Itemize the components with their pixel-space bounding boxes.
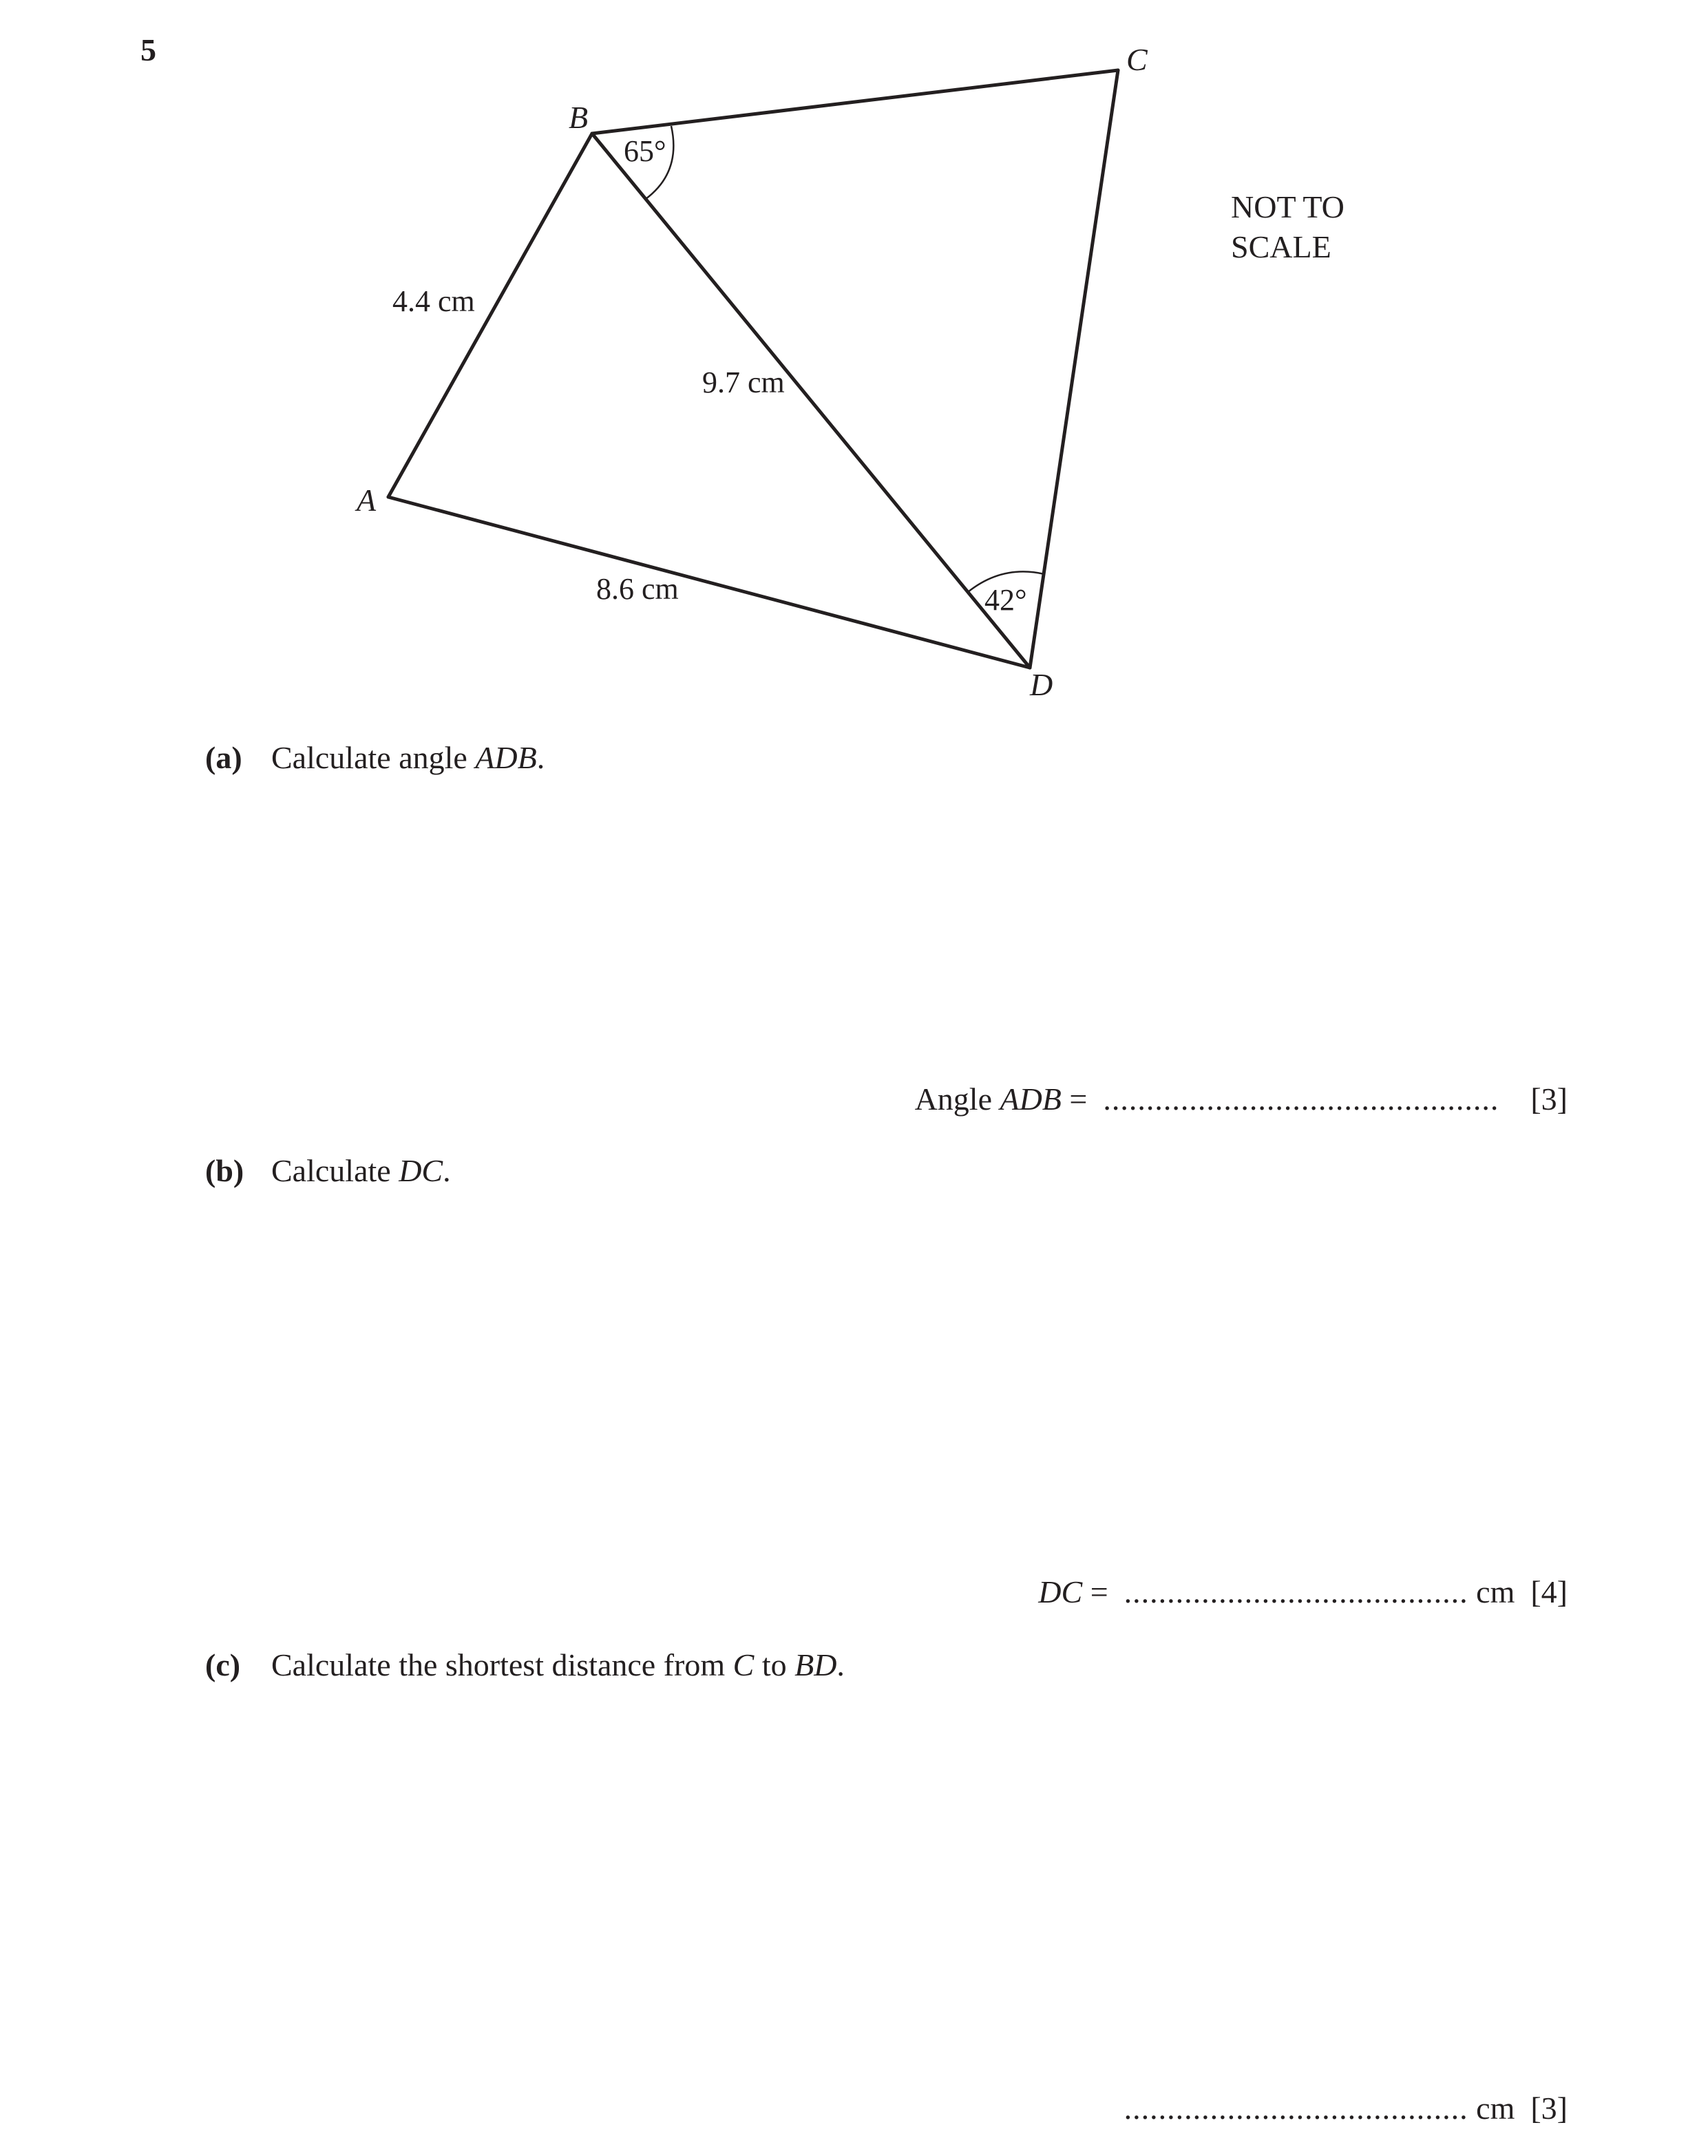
part-a-answer-field[interactable]: .............................................. [1103,1081,1499,1117]
angle-label-d: 42° [984,583,1027,617]
edge-da [388,497,1030,668]
part-a-letter: (a) [205,740,242,775]
part-c-letter: (c) [205,1647,241,1682]
edge-cd [1030,70,1118,668]
part-b-italic: DC [399,1153,443,1188]
part-c-answer-field[interactable]: ........................................ [1124,2091,1468,2126]
part-c-italic: C [732,1647,755,1682]
part-a-italic: ADB [475,740,537,775]
length-label-bd: 9.7 cm [702,366,785,399]
part-b-answer-line [1038,1574,1568,1610]
part-c-unit: cm [1476,2091,1515,2126]
part-b-answer-field[interactable]: ........................................ [1124,1574,1468,1609]
note-line-1: NOT TO [1231,189,1345,224]
part-b-unit: cm [1476,1574,1515,1609]
part-c-italic-2: BD [794,1647,837,1682]
part-a-prefix: Calculate angle [271,740,476,775]
part-c-marks: [3] [1530,2091,1568,2126]
question-number: 5 [140,32,156,67]
vertex-label-c: C [1126,42,1148,77]
part-b-answer-italic: DC [1038,1574,1083,1609]
part-c-question [205,1647,845,1683]
part-a-answer-italic: ADB [1000,1081,1062,1117]
length-label-ab: 4.4 cm [392,284,475,318]
part-b-suffix: . [443,1153,451,1188]
part-c-prefix: Calculate the shortest distance from [271,1647,733,1682]
part-b-letter: (b) [205,1153,244,1188]
not-to-scale-note [1231,187,1345,267]
vertex-label-d: D [1030,667,1053,702]
part-b-answer-suffix: = [1082,1574,1108,1609]
edge-bc [592,70,1118,134]
part-a-marks: [3] [1530,1081,1568,1117]
part-b-prefix: Calculate [271,1153,399,1188]
vertex-label-a: A [357,483,377,518]
note-line-2: SCALE [1231,229,1331,264]
part-c-middle: to [754,1647,795,1682]
quadrilateral-diagram [0,0,1708,730]
part-c-answer-line [1124,2090,1568,2126]
part-b-marks: [4] [1530,1574,1568,1609]
part-a-answer-prefix: Angle [914,1081,1000,1117]
part-a-suffix: . [536,740,545,775]
part-a-answer-line [915,1081,1568,1117]
vertex-label-b: B [569,100,589,135]
part-c-suffix: . [836,1647,845,1682]
length-label-ad: 8.6 cm [596,572,679,606]
part-b-question [205,1152,451,1189]
angle-label-b: 65° [624,134,666,168]
part-a-question [205,739,545,776]
part-a-answer-suffix: = [1061,1081,1088,1117]
